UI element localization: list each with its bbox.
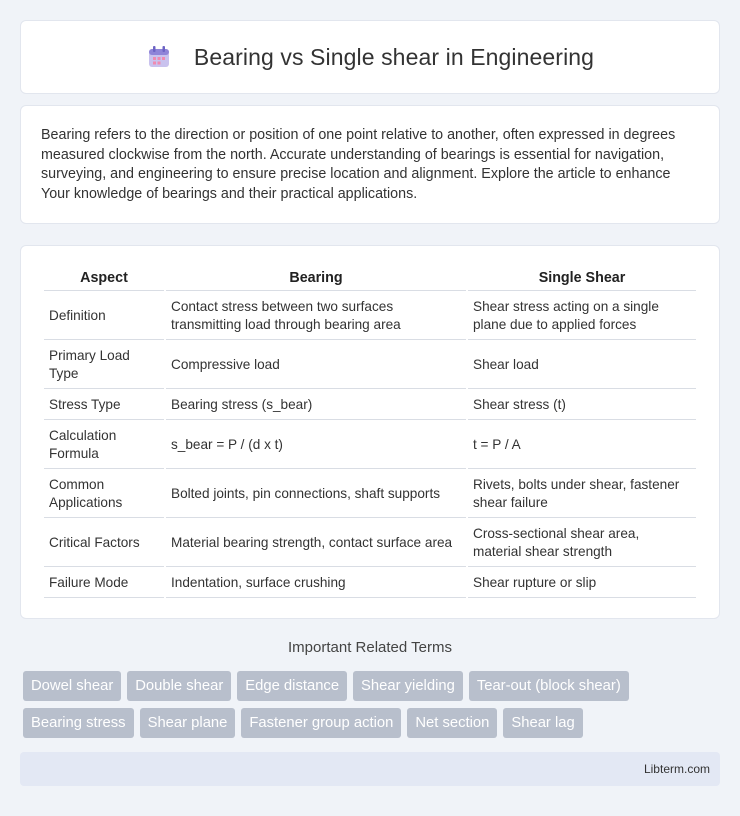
bearing-cell: Contact stress between two surfaces transmitting load through bearing area xyxy=(166,293,466,340)
bearing-cell: Material bearing strength, contact surface area xyxy=(166,520,466,567)
bearing-cell: Bolted joints, pin connections, shaft supports xyxy=(166,471,466,518)
related-term-tag[interactable]: Dowel shear xyxy=(23,671,121,701)
bearing-cell: Compressive load xyxy=(166,342,466,389)
table-row xyxy=(44,391,696,420)
shear-cell: Shear load xyxy=(468,342,696,389)
related-term-tag[interactable]: Shear yielding xyxy=(353,671,463,701)
table-row xyxy=(44,422,696,469)
aspect-cell: Definition xyxy=(44,293,164,340)
table-row xyxy=(44,569,696,598)
related-term-tag[interactable]: Bearing stress xyxy=(23,708,134,738)
table-row xyxy=(44,342,696,389)
related-term-tag[interactable]: Edge distance xyxy=(237,671,347,701)
header-single-shear: Single Shear xyxy=(468,266,696,291)
related-term-tag[interactable]: Shear plane xyxy=(140,708,236,738)
shear-cell: t = P / A xyxy=(468,422,696,469)
shear-cell: Shear rupture or slip xyxy=(468,569,696,598)
aspect-cell: Primary Load Type xyxy=(44,342,164,389)
shear-cell: Shear stress acting on a single plane due to applied forces xyxy=(468,293,696,340)
shear-cell: Rivets, bolts under shear, fastener shear failure xyxy=(468,471,696,518)
intro-card xyxy=(20,105,720,224)
bearing-cell: Bearing stress (s_bear) xyxy=(166,391,466,420)
header-aspect: Aspect xyxy=(44,266,164,291)
bearing-cell: Indentation, surface crushing xyxy=(166,569,466,598)
title-card xyxy=(20,20,720,94)
footer-site-link[interactable]: Libterm.com xyxy=(643,762,710,776)
table-row xyxy=(44,293,696,340)
intro-text: Bearing refers to the direction or position of one point relative to another, often expressed in degrees measured clockwise from the north. Accurate understanding of bearings is essential for navigation, surveying, and engineering to ensure precise location and alignment. Explore the article to enhance Your knowledge of bearings and their practical applications. xyxy=(41,127,676,202)
related-term-tag[interactable]: Shear lag xyxy=(503,708,582,738)
table-row xyxy=(44,471,696,518)
aspect-cell: Critical Factors xyxy=(44,520,164,567)
related-terms-heading: Important Related Terms xyxy=(288,639,452,656)
bearing-cell: s_bear = P / (d x t) xyxy=(166,422,466,469)
page-title: Bearing vs Single shear in Engineering xyxy=(193,43,595,70)
aspect-cell: Stress Type xyxy=(44,391,164,420)
comparison-table xyxy=(42,264,698,600)
calendar-icon xyxy=(146,44,172,70)
related-term-tag[interactable]: Double shear xyxy=(127,671,231,701)
related-term-tag[interactable]: Fastener group action xyxy=(241,708,401,738)
shear-cell: Shear stress (t) xyxy=(468,391,696,420)
aspect-cell: Calculation Formula xyxy=(44,422,164,469)
header-bearing: Bearing xyxy=(166,266,466,291)
related-terms-list xyxy=(23,671,723,738)
related-term-tag[interactable]: Net section xyxy=(407,708,497,738)
aspect-cell: Failure Mode xyxy=(44,569,164,598)
comparison-table-card xyxy=(20,245,720,619)
aspect-cell: Common Applications xyxy=(44,471,164,518)
table-header-row xyxy=(44,266,696,291)
footer xyxy=(20,752,720,786)
related-term-tag[interactable]: Tear-out (block shear) xyxy=(469,671,629,701)
table-row xyxy=(44,520,696,567)
shear-cell: Cross-sectional shear area, material shear strength xyxy=(468,520,696,567)
